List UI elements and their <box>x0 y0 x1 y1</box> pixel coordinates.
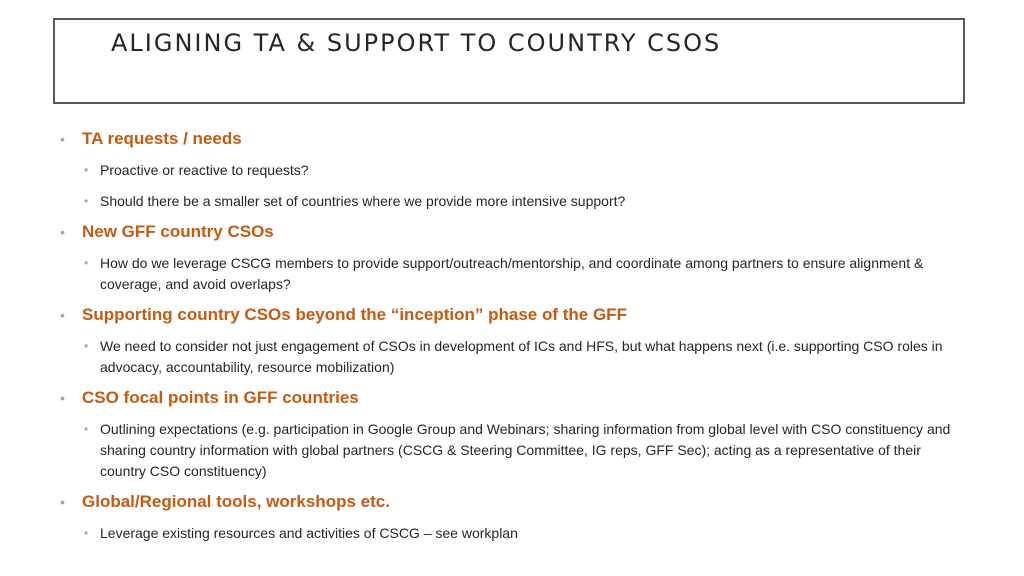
section-heading-text: TA requests / needs <box>82 129 242 148</box>
bullet-icon: • <box>60 131 65 147</box>
bullet-icon: • <box>60 390 65 406</box>
bullet-icon: • <box>60 494 65 510</box>
bullet-icon: • <box>84 422 89 436</box>
bullet-icon: • <box>84 163 89 177</box>
section-heading <box>60 304 960 326</box>
section-heading-text: New GFF country CSOs <box>82 222 274 241</box>
sub-bullet <box>60 160 960 181</box>
bullet-icon: • <box>84 256 89 270</box>
sub-bullet-text: Should there be a smaller set of countries where we provide more intensive support? <box>100 193 626 209</box>
slide-body <box>60 128 960 544</box>
section-heading <box>60 387 960 409</box>
section-heading-text: Supporting country CSOs beyond the “inception” phase of the GFF <box>82 305 627 324</box>
sub-bullet-text: Proactive or reactive to requests? <box>100 162 309 178</box>
bullet-icon: • <box>84 194 89 208</box>
bullet-icon: • <box>60 224 65 240</box>
section-heading <box>60 128 960 150</box>
sub-bullet <box>60 336 960 378</box>
sub-bullet <box>60 523 960 544</box>
bullet-icon: • <box>84 526 89 540</box>
sub-bullet-text: We need to consider not just engagement of CSOs in development of ICs and HFS, but what happens next (i.e. supporting CSO roles in advocacy, accountability, resource mobilization) <box>100 338 943 375</box>
sub-bullet-text: Outlining expectations (e.g. participation in Google Group and Webinars; sharing information from global level with CSO constituency and sharing country information with global partners (CSCG & Steering Committee, IG reps, GFF Sec); acting as a representative of their country CSO constituency) <box>100 421 951 479</box>
sub-bullet <box>60 253 960 295</box>
sub-bullet-text: How do we leverage CSCG members to provide support/outreach/mentorship, and coordinate among partners to ensure alignment & coverage, and avoid overlaps? <box>100 255 924 292</box>
section-heading-text: CSO focal points in GFF countries <box>82 388 359 407</box>
section-heading <box>60 491 960 513</box>
sub-bullet <box>60 419 960 482</box>
bullet-icon: • <box>60 307 65 323</box>
section-heading-text: Global/Regional tools, workshops etc. <box>82 492 390 511</box>
section-heading <box>60 221 960 243</box>
slide-title: ALIGNING TA & SUPPORT TO COUNTRY CSOS <box>111 29 722 57</box>
sub-bullet-text: Leverage existing resources and activities of CSCG – see workplan <box>100 525 518 541</box>
bullet-icon: • <box>84 339 89 353</box>
sub-bullet <box>60 191 960 212</box>
